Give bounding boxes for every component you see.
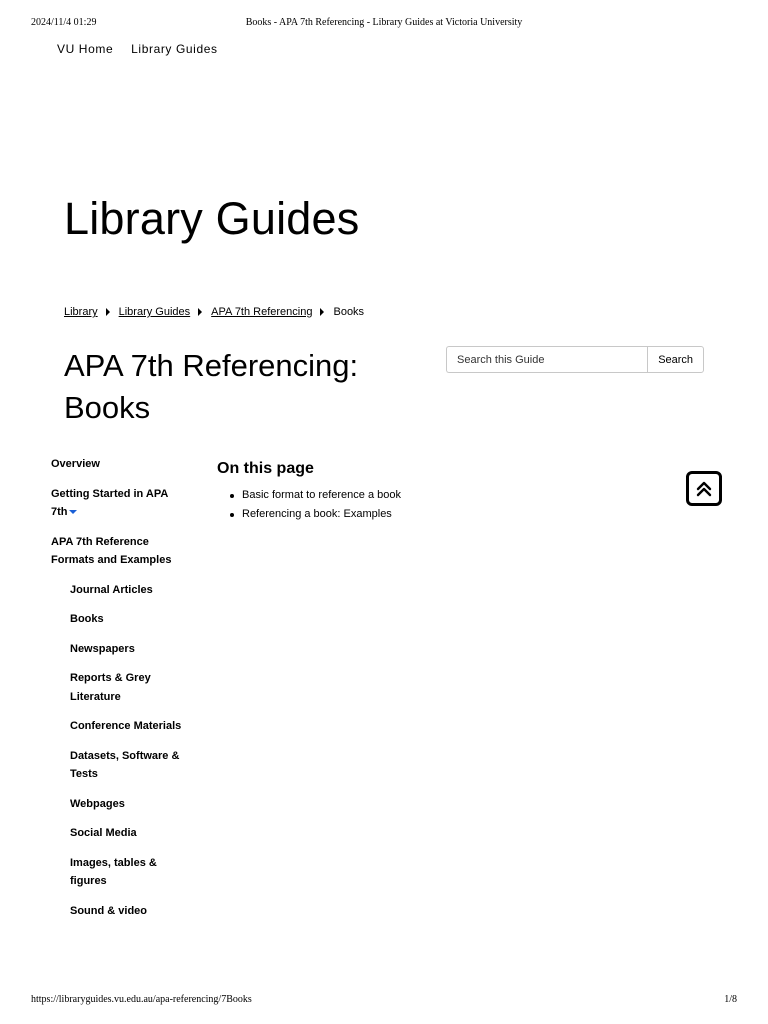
search-button[interactable]: Search xyxy=(647,346,704,373)
print-datetime: 2024/11/4 01:29 xyxy=(31,17,97,28)
on-this-page-list xyxy=(217,486,617,524)
sidenav-item-newspapers[interactable]: Newspapers xyxy=(70,642,135,655)
vu-home-link[interactable]: VU Home xyxy=(57,42,114,56)
list-item xyxy=(242,486,617,505)
side-navigation xyxy=(51,455,186,931)
link-basic-format[interactable]: Basic format to reference a book xyxy=(242,489,401,501)
sidenav-item-journal-articles[interactable]: Journal Articles xyxy=(70,583,153,596)
breadcrumb-current: Books xyxy=(333,306,365,318)
breadcrumb-library-guides[interactable]: Library Guides xyxy=(118,306,191,318)
sidenav-item-datasets-software-tests[interactable]: Datasets, Software & Tests xyxy=(70,749,180,780)
link-book-examples[interactable]: Referencing a book: Examples xyxy=(242,508,392,520)
on-this-page-heading: On this page xyxy=(217,460,314,477)
back-to-top-button[interactable] xyxy=(686,471,722,506)
sidenav-item-overview[interactable]: Overview xyxy=(51,458,100,470)
list-item xyxy=(242,505,617,524)
guide-search-form xyxy=(446,346,704,373)
breadcrumb-separator-icon xyxy=(198,308,202,316)
page-title: APA 7th Referencing: Books xyxy=(64,348,359,425)
sidenav-item-images-tables-figures[interactable]: Images, tables & figures xyxy=(70,856,157,887)
sidenav-item-sound-video[interactable]: Sound & video xyxy=(70,904,147,917)
dropdown-caret-icon[interactable] xyxy=(69,510,77,514)
double-chevron-up-icon xyxy=(695,480,713,498)
top-navigation xyxy=(57,42,232,56)
sidenav-item-label: Getting Started in APA 7th xyxy=(51,487,168,518)
search-input[interactable] xyxy=(446,346,647,373)
breadcrumb-separator-icon xyxy=(320,308,324,316)
print-page-title: Books - APA 7th Referencing - Library Guides at Victoria University xyxy=(245,17,523,28)
sidenav-item-books[interactable]: Books xyxy=(70,613,104,625)
breadcrumb-library[interactable]: Library xyxy=(64,306,98,318)
breadcrumb-apa-7th-referencing[interactable]: APA 7th Referencing xyxy=(211,306,313,318)
on-this-page xyxy=(217,458,617,524)
print-header xyxy=(0,17,768,31)
breadcrumb xyxy=(64,306,364,318)
sidenav-item-social-media[interactable]: Social Media xyxy=(70,827,137,839)
sidenav-item-webpages[interactable]: Webpages xyxy=(70,797,125,810)
sidenav-item-reference-formats[interactable]: APA 7th Reference Formats and Examples xyxy=(51,535,172,566)
print-url: https://libraryguides.vu.edu.au/apa-referencing/7Books xyxy=(31,994,252,1005)
sidenav-item-getting-started[interactable] xyxy=(51,485,186,522)
breadcrumb-separator-icon xyxy=(106,308,110,316)
print-footer xyxy=(0,994,768,1008)
site-title: Library Guides xyxy=(64,193,360,244)
print-page-number: 1/8 xyxy=(724,994,737,1005)
sidenav-item-reports-grey-literature[interactable]: Reports & Grey Literature xyxy=(70,672,151,703)
sidenav-item-conference-materials[interactable]: Conference Materials xyxy=(70,720,182,732)
library-guides-link[interactable]: Library Guides xyxy=(131,42,218,56)
